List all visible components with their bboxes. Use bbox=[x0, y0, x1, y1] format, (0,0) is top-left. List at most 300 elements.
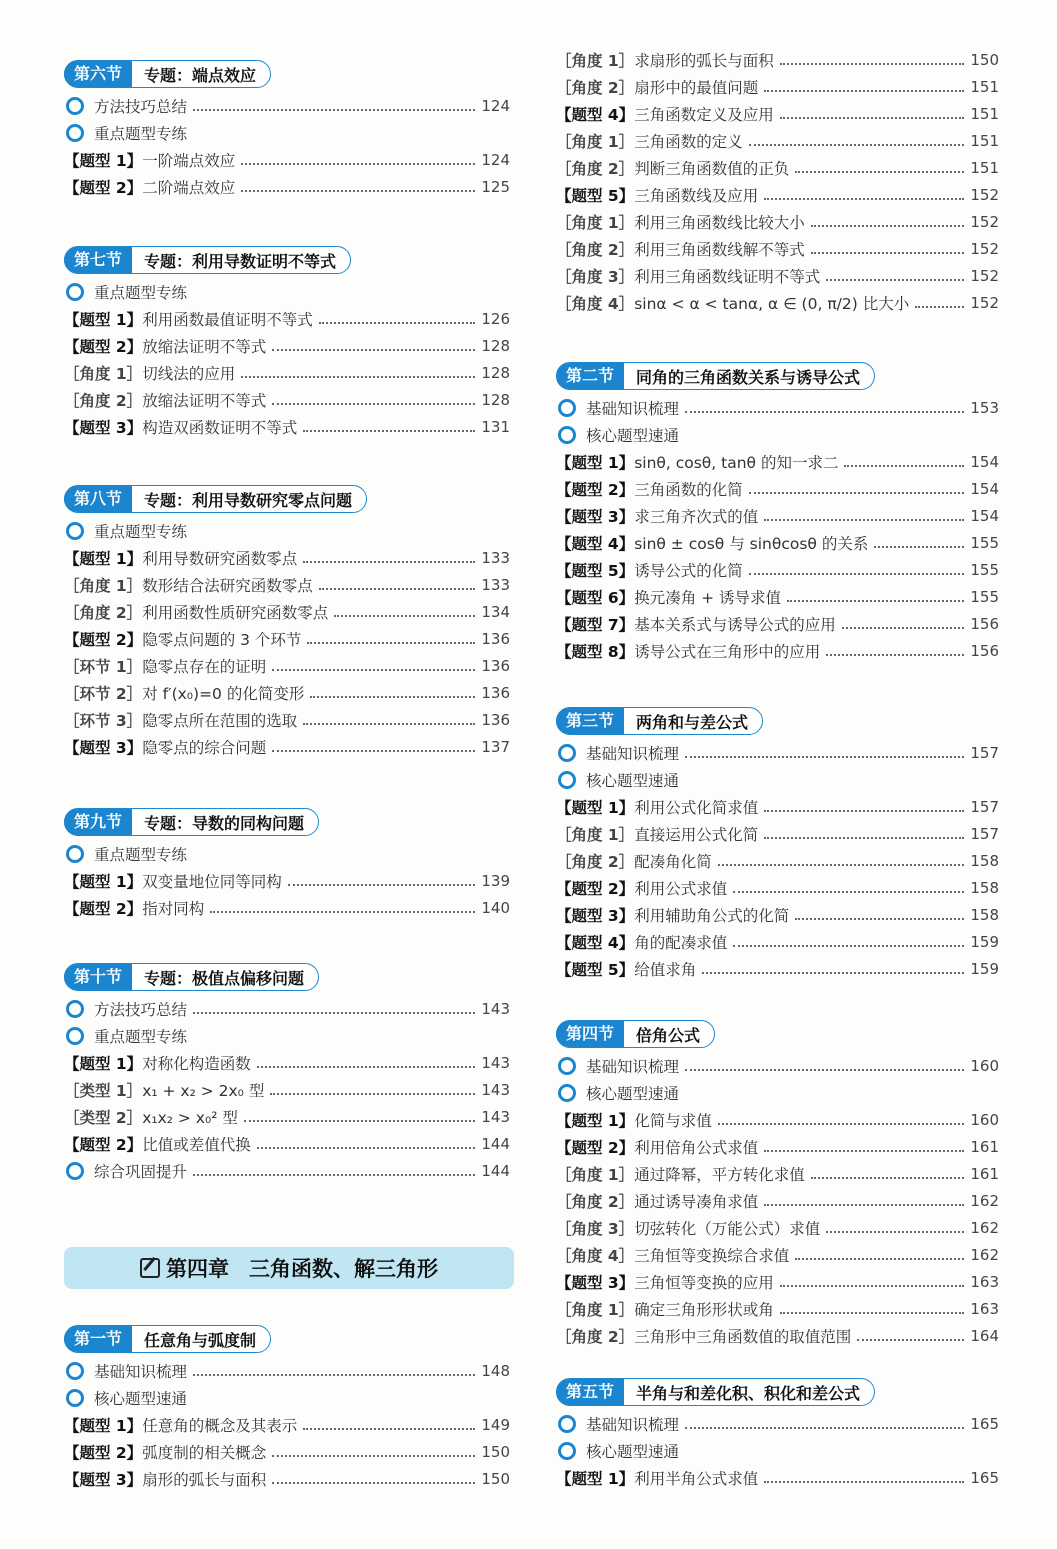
section-c4s5 bbox=[556, 1378, 999, 1491]
toc-entry[interactable] bbox=[64, 1411, 510, 1438]
entry-text: 隐零点问题的 3 个环节 bbox=[142, 630, 302, 649]
page-number: 163 bbox=[970, 1272, 999, 1291]
page-number: 158 bbox=[970, 851, 999, 870]
dot-leader bbox=[749, 491, 965, 494]
toc-entry[interactable] bbox=[64, 1103, 510, 1130]
page-number: 136 bbox=[481, 710, 510, 729]
entry-tag: 【题型 1】 bbox=[64, 151, 143, 170]
toc-entry[interactable] bbox=[64, 652, 510, 679]
page-number: 161 bbox=[970, 1137, 999, 1156]
toc-entry[interactable] bbox=[556, 73, 999, 100]
section-header bbox=[64, 60, 510, 88]
toc-entry[interactable] bbox=[556, 127, 999, 154]
entry-text: 重点题型专练 bbox=[94, 522, 188, 541]
entry-tag: 【题型 3】 bbox=[556, 906, 635, 925]
circle-bullet-icon bbox=[66, 1362, 84, 1380]
entry-text: 诱导公式在三角形中的应用 bbox=[634, 642, 821, 661]
page-number: 164 bbox=[970, 1326, 999, 1345]
entry-text: 二阶端点效应 bbox=[142, 178, 236, 197]
toc-entry[interactable] bbox=[556, 556, 999, 583]
dot-leader bbox=[826, 653, 964, 656]
page-number: 128 bbox=[481, 390, 510, 409]
section-title: 专题：利用导数证明不等式 bbox=[144, 251, 337, 271]
page-number: 133 bbox=[481, 548, 510, 567]
circle-bullet-icon bbox=[558, 771, 576, 789]
entry-tag: 【题型 4】 bbox=[556, 105, 635, 124]
entry-text: 构造双函数证明不等式 bbox=[142, 418, 298, 437]
entry-text: 三角函数线及应用 bbox=[634, 186, 759, 205]
entry-tag: 【题型 5】 bbox=[556, 561, 635, 580]
entry-text: 角的配凑求值 bbox=[634, 933, 728, 952]
dot-leader bbox=[733, 890, 964, 893]
toc-entry[interactable] bbox=[64, 332, 510, 359]
toc-entry[interactable] bbox=[556, 421, 999, 448]
entry-text: x₁ + x₂ > 2x₀ 型 bbox=[142, 1081, 265, 1100]
page-number: 143 bbox=[481, 999, 510, 1018]
dot-leader bbox=[764, 89, 964, 92]
entry-tag: ［角度 1］ bbox=[556, 51, 635, 70]
entry-tag: 【题型 8】 bbox=[556, 642, 635, 661]
page-number: 160 bbox=[970, 1056, 999, 1075]
entry-text: 通过诱导凑角求值 bbox=[634, 1192, 759, 1211]
dot-leader bbox=[764, 1203, 964, 1206]
entry-text: sinα < α < tanα, α ∈ (0, π/2) 比大小 bbox=[634, 294, 910, 313]
toc-entry[interactable] bbox=[556, 1079, 999, 1106]
entry-tag: 【题型 2】 bbox=[556, 480, 635, 499]
section-s8 bbox=[64, 485, 510, 760]
entry-text: 三角函数定义及应用 bbox=[634, 105, 774, 124]
entry-tag: ［类型 1］ bbox=[64, 1081, 143, 1100]
section-title: 专题：极值点偏移问题 bbox=[144, 968, 305, 988]
entry-text: sinθ, cosθ, tanθ 的知一求二 bbox=[634, 453, 839, 472]
toc-entry[interactable] bbox=[556, 955, 999, 982]
section-header bbox=[64, 963, 510, 991]
section-header bbox=[556, 707, 999, 735]
toc-entry[interactable] bbox=[556, 1187, 999, 1214]
entry-text: 确定三角形形状或角 bbox=[634, 1300, 774, 1319]
toc-entry[interactable] bbox=[64, 359, 510, 386]
toc-entry[interactable] bbox=[64, 1357, 510, 1384]
dot-leader bbox=[764, 518, 964, 521]
section-s6 bbox=[64, 60, 510, 200]
toc-entry[interactable] bbox=[64, 386, 510, 413]
dot-leader bbox=[780, 116, 965, 119]
circle-bullet-icon bbox=[558, 1084, 576, 1102]
circle-bullet-icon bbox=[66, 1389, 84, 1407]
toc-entry[interactable] bbox=[64, 867, 510, 894]
toc-entry[interactable] bbox=[556, 46, 999, 73]
entry-tag: 【题型 2】 bbox=[556, 1138, 635, 1157]
entry-text: 化简与求值 bbox=[634, 1111, 712, 1130]
dot-leader bbox=[826, 278, 964, 281]
entry-tag: 【题型 2】 bbox=[64, 1443, 143, 1462]
toc-entry[interactable] bbox=[64, 625, 510, 652]
toc-entry[interactable] bbox=[64, 146, 510, 173]
toc-entry[interactable] bbox=[556, 1322, 999, 1349]
section-pill[interactable] bbox=[64, 60, 271, 88]
entry-tag: ［角度 1］ bbox=[556, 825, 635, 844]
toc-entry[interactable] bbox=[556, 1160, 999, 1187]
entry-text: 综合巩固提升 bbox=[94, 1162, 188, 1181]
section-pill[interactable] bbox=[64, 485, 367, 513]
dot-leader bbox=[210, 910, 475, 913]
entry-tag: 【题型 1】 bbox=[64, 872, 143, 891]
entry-tag: 【题型 2】 bbox=[64, 178, 143, 197]
entry-text: 双变量地位同等同构 bbox=[142, 872, 282, 891]
toc-entry[interactable] bbox=[64, 1438, 510, 1465]
entry-text: 利用三角函数线证明不等式 bbox=[634, 267, 821, 286]
section-title: 任意角与弧度制 bbox=[144, 1330, 257, 1350]
entry-tag: ［角度 2］ bbox=[64, 603, 143, 622]
dot-leader bbox=[685, 410, 964, 413]
section-pill[interactable] bbox=[64, 1325, 271, 1353]
toc-entry[interactable] bbox=[556, 1437, 999, 1464]
dot-leader bbox=[811, 1176, 965, 1179]
page-number: 162 bbox=[970, 1218, 999, 1237]
entry-tag: 【题型 3】 bbox=[556, 1273, 635, 1292]
page-number: 151 bbox=[970, 131, 999, 150]
toc-entry[interactable] bbox=[556, 394, 999, 421]
entry-text: 一阶端点效应 bbox=[142, 151, 236, 170]
section-pill[interactable] bbox=[556, 1378, 875, 1406]
page-number: 136 bbox=[481, 656, 510, 675]
entry-tag: 【题型 5】 bbox=[556, 186, 635, 205]
page-number: 143 bbox=[481, 1053, 510, 1072]
section-pill[interactable] bbox=[64, 246, 351, 274]
entry-text: 扇形中的最值问题 bbox=[634, 78, 759, 97]
toc-entry[interactable] bbox=[64, 1076, 510, 1103]
dot-leader bbox=[272, 402, 475, 405]
toc-entry[interactable] bbox=[556, 154, 999, 181]
dot-leader bbox=[749, 143, 965, 146]
toc-entry[interactable] bbox=[64, 1465, 510, 1492]
entry-tag: 【题型 2】 bbox=[556, 879, 635, 898]
circle-bullet-icon bbox=[66, 845, 84, 863]
entry-text: 基础知识梳理 bbox=[586, 744, 680, 763]
page-number: 124 bbox=[481, 150, 510, 169]
dot-leader bbox=[764, 1480, 964, 1483]
page-number: 155 bbox=[970, 560, 999, 579]
toc-entry[interactable] bbox=[64, 598, 510, 625]
page-number: 152 bbox=[970, 239, 999, 258]
page-number: 149 bbox=[481, 1415, 510, 1434]
page-number: 139 bbox=[481, 871, 510, 890]
entry-text: 任意角的概念及其表示 bbox=[142, 1416, 298, 1435]
dot-leader bbox=[685, 1068, 964, 1071]
circle-bullet-icon bbox=[66, 283, 84, 301]
dot-leader bbox=[319, 587, 476, 590]
entry-tag: 【题型 2】 bbox=[64, 630, 143, 649]
circle-bullet-icon bbox=[66, 522, 84, 540]
toc-entry[interactable] bbox=[64, 1157, 510, 1184]
toc-entry[interactable] bbox=[64, 92, 510, 119]
entry-tag: ［角度 1］ bbox=[556, 1300, 635, 1319]
section-c4s1-continued bbox=[556, 46, 999, 316]
page-number: 152 bbox=[970, 185, 999, 204]
entry-tag: 【题型 5】 bbox=[556, 960, 635, 979]
toc-entry[interactable] bbox=[64, 1022, 510, 1049]
toc-entry[interactable] bbox=[556, 1464, 999, 1491]
toc-entry[interactable] bbox=[64, 706, 510, 733]
entry-tag: ［角度 3］ bbox=[556, 1219, 635, 1238]
entry-text: 重点题型专练 bbox=[94, 1027, 188, 1046]
toc-entry[interactable] bbox=[556, 847, 999, 874]
page-number: 155 bbox=[970, 533, 999, 552]
toc-entry[interactable] bbox=[556, 208, 999, 235]
toc-entry[interactable] bbox=[64, 571, 510, 598]
page-number: 156 bbox=[970, 641, 999, 660]
toc-entry[interactable] bbox=[64, 995, 510, 1022]
page-number: 152 bbox=[970, 293, 999, 312]
toc-entry[interactable] bbox=[64, 1384, 510, 1411]
entry-text: 三角恒等变换综合求值 bbox=[634, 1246, 790, 1265]
entry-tag: ［角度 3］ bbox=[556, 267, 635, 286]
entry-text: 重点题型专练 bbox=[94, 845, 188, 864]
page-number: 154 bbox=[970, 506, 999, 525]
dot-leader bbox=[826, 1230, 964, 1233]
toc-entry[interactable] bbox=[64, 544, 510, 571]
toc-entry[interactable] bbox=[556, 529, 999, 556]
entry-tag: ［角度 1］ bbox=[556, 213, 635, 232]
toc-entry[interactable] bbox=[64, 894, 510, 921]
entry-text: 基础知识梳理 bbox=[586, 1057, 680, 1076]
toc-entry[interactable] bbox=[64, 278, 510, 305]
section-header bbox=[64, 485, 510, 513]
dot-leader bbox=[244, 1119, 476, 1122]
section-pill[interactable] bbox=[556, 1020, 715, 1048]
page-number: 158 bbox=[970, 878, 999, 897]
toc-entry[interactable] bbox=[556, 766, 999, 793]
chapter-banner[interactable] bbox=[64, 1247, 514, 1289]
entry-text: 方法技巧总结 bbox=[94, 1000, 188, 1019]
dot-leader bbox=[303, 722, 475, 725]
toc-entry[interactable] bbox=[64, 733, 510, 760]
dot-leader bbox=[303, 560, 475, 563]
entry-text: 对称化构造函数 bbox=[142, 1054, 251, 1073]
entry-text: 切线法的应用 bbox=[142, 364, 236, 383]
toc-entry[interactable] bbox=[556, 448, 999, 475]
section-header bbox=[556, 1020, 999, 1048]
toc-entry[interactable] bbox=[556, 901, 999, 928]
entry-text: 利用倍角公式求值 bbox=[634, 1138, 759, 1157]
toc-entry[interactable] bbox=[64, 173, 510, 200]
entry-text: 求三角齐次式的值 bbox=[634, 507, 759, 526]
entry-text: x₁x₂ > x₀² 型 bbox=[142, 1108, 238, 1127]
toc-entry[interactable] bbox=[64, 679, 510, 706]
entry-tag: 【题型 3】 bbox=[556, 507, 635, 526]
entry-text: 利用公式化简求值 bbox=[634, 798, 759, 817]
entry-text: 切弦转化（万能公式）求值 bbox=[634, 1219, 821, 1238]
section-c4s2 bbox=[556, 362, 999, 664]
circle-bullet-icon bbox=[558, 426, 576, 444]
toc-entry[interactable] bbox=[556, 610, 999, 637]
page-number: 144 bbox=[481, 1134, 510, 1153]
entry-text: 核心题型速通 bbox=[586, 1084, 680, 1103]
section-pill[interactable] bbox=[64, 808, 319, 836]
dot-leader bbox=[702, 971, 964, 974]
toc-entry[interactable] bbox=[64, 119, 510, 146]
page-number: 151 bbox=[970, 158, 999, 177]
entry-text: 利用三角函数线解不等式 bbox=[634, 240, 805, 259]
dot-leader bbox=[270, 1092, 475, 1095]
toc-entry[interactable] bbox=[64, 840, 510, 867]
circle-bullet-icon bbox=[558, 744, 576, 762]
dot-leader bbox=[915, 305, 964, 308]
dot-leader bbox=[842, 626, 965, 629]
dot-leader bbox=[844, 464, 964, 467]
toc-entry[interactable] bbox=[556, 235, 999, 262]
section-pill[interactable] bbox=[556, 707, 763, 735]
entry-text: 换元凑角 + 诱导求值 bbox=[634, 588, 782, 607]
toc-entry[interactable] bbox=[556, 262, 999, 289]
entry-text: 核心题型速通 bbox=[586, 771, 680, 790]
entry-tag: 【题型 2】 bbox=[64, 899, 143, 918]
entry-tag: 【题型 3】 bbox=[64, 738, 143, 757]
entry-tag: ［角度 1］ bbox=[64, 576, 143, 595]
entry-tag: 【题型 1】 bbox=[556, 1111, 635, 1130]
entry-tag: 【题型 2】 bbox=[64, 1135, 143, 1154]
toc-entry[interactable] bbox=[64, 413, 510, 440]
entry-tag: 【题型 2】 bbox=[64, 337, 143, 356]
toc-entry[interactable] bbox=[556, 1241, 999, 1268]
page-number: 162 bbox=[970, 1245, 999, 1264]
section-pill[interactable] bbox=[556, 362, 875, 390]
dot-leader bbox=[303, 429, 475, 432]
entry-text: 利用函数最值证明不等式 bbox=[142, 310, 313, 329]
dot-leader bbox=[874, 545, 964, 548]
edit-icon bbox=[140, 1258, 160, 1278]
entry-text: 数形结合法研究函数零点 bbox=[142, 576, 313, 595]
entry-tag: ［环节 1］ bbox=[64, 657, 143, 676]
toc-entry[interactable] bbox=[556, 820, 999, 847]
page-number: 154 bbox=[970, 479, 999, 498]
toc-entry[interactable] bbox=[556, 289, 999, 316]
entry-tag: ［角度 2］ bbox=[556, 852, 635, 871]
toc-entry[interactable] bbox=[64, 1049, 510, 1076]
entry-tag: ［角度 2］ bbox=[556, 159, 635, 178]
dot-leader bbox=[685, 1426, 964, 1429]
toc-entry[interactable] bbox=[556, 100, 999, 127]
page-number: 143 bbox=[481, 1107, 510, 1126]
section-number: 第十节 bbox=[64, 964, 132, 990]
toc-entry[interactable] bbox=[556, 475, 999, 502]
entry-text: 利用导数研究函数零点 bbox=[142, 549, 298, 568]
entry-text: 隐零点所在范围的选取 bbox=[142, 711, 298, 730]
entry-text: 重点题型专练 bbox=[94, 283, 188, 302]
entry-tag: 【题型 3】 bbox=[64, 1470, 143, 1489]
page-number: 140 bbox=[481, 898, 510, 917]
page-number: 165 bbox=[970, 1468, 999, 1487]
dot-leader bbox=[811, 251, 965, 254]
dot-leader bbox=[857, 1338, 964, 1341]
circle-bullet-icon bbox=[558, 1415, 576, 1433]
page-number: 160 bbox=[970, 1110, 999, 1129]
entry-tag: ［角度 1］ bbox=[64, 364, 143, 383]
circle-bullet-icon bbox=[66, 1027, 84, 1045]
section-pill[interactable] bbox=[64, 963, 319, 991]
dot-leader bbox=[764, 197, 964, 200]
chapter-subtitle: 三角函数、解三角形 bbox=[249, 1257, 438, 1281]
toc-entry[interactable] bbox=[556, 637, 999, 664]
section-number: 第五节 bbox=[556, 1379, 624, 1405]
dot-leader bbox=[193, 108, 475, 111]
entry-tag: 【题型 3】 bbox=[64, 418, 143, 437]
toc-entry[interactable] bbox=[556, 928, 999, 955]
toc-entry[interactable] bbox=[556, 1295, 999, 1322]
entry-tag: 【题型 1】 bbox=[64, 549, 143, 568]
entry-text: 三角函数的定义 bbox=[634, 132, 743, 151]
dot-leader bbox=[733, 944, 964, 947]
toc-entry[interactable] bbox=[64, 517, 510, 544]
dot-leader bbox=[780, 1311, 965, 1314]
toc-entry[interactable] bbox=[556, 739, 999, 766]
page-number: 137 bbox=[481, 737, 510, 756]
circle-bullet-icon bbox=[558, 1057, 576, 1075]
page-number: 157 bbox=[970, 743, 999, 762]
entry-text: 利用三角函数线比较大小 bbox=[634, 213, 805, 232]
entry-text: 三角形中三角函数值的取值范围 bbox=[634, 1327, 852, 1346]
toc-entry[interactable] bbox=[556, 502, 999, 529]
toc-entry[interactable] bbox=[556, 1268, 999, 1295]
circle-bullet-icon bbox=[66, 1000, 84, 1018]
entry-tag: ［角度 1］ bbox=[556, 1165, 635, 1184]
toc-entry[interactable] bbox=[64, 1130, 510, 1157]
dot-leader bbox=[241, 189, 475, 192]
toc-entry[interactable] bbox=[556, 1410, 999, 1437]
entry-text: 利用函数性质研究函数零点 bbox=[142, 603, 329, 622]
toc-entry[interactable] bbox=[556, 1214, 999, 1241]
toc-entry[interactable] bbox=[556, 1133, 999, 1160]
section-number: 第七节 bbox=[64, 247, 132, 273]
entry-tag: ［角度 2］ bbox=[556, 78, 635, 97]
section-c4s4 bbox=[556, 1020, 999, 1349]
page-number: 158 bbox=[970, 905, 999, 924]
entry-text: 对 f′(x₀)=0 的化简变形 bbox=[142, 684, 305, 703]
page-number: 128 bbox=[481, 363, 510, 382]
toc-entry[interactable] bbox=[64, 305, 510, 332]
toc-entry[interactable] bbox=[556, 874, 999, 901]
page-number: 126 bbox=[481, 309, 510, 328]
page-number: 134 bbox=[481, 602, 510, 621]
entry-tag: ［角度 2］ bbox=[556, 240, 635, 259]
entry-tag: 【题型 1】 bbox=[64, 310, 143, 329]
dot-leader bbox=[764, 1149, 964, 1152]
entry-text: 核心题型速通 bbox=[94, 1389, 188, 1408]
page-number: 152 bbox=[970, 212, 999, 231]
dot-leader bbox=[272, 668, 475, 671]
page-number: 165 bbox=[970, 1414, 999, 1433]
entry-text: 放缩法证明不等式 bbox=[142, 337, 267, 356]
toc-entry[interactable] bbox=[556, 793, 999, 820]
dot-leader bbox=[685, 755, 964, 758]
toc-entry[interactable] bbox=[556, 583, 999, 610]
toc-entry[interactable] bbox=[556, 181, 999, 208]
entry-text: 基础知识梳理 bbox=[586, 399, 680, 418]
page-number: 162 bbox=[970, 1191, 999, 1210]
page-number: 131 bbox=[481, 417, 510, 436]
section-number: 第八节 bbox=[64, 486, 132, 512]
page-number: 128 bbox=[481, 336, 510, 355]
toc-entry[interactable] bbox=[556, 1052, 999, 1079]
circle-bullet-icon bbox=[66, 1162, 84, 1180]
dot-leader bbox=[272, 1454, 475, 1457]
entry-tag: ［环节 3］ bbox=[64, 711, 143, 730]
toc-entry[interactable] bbox=[556, 1106, 999, 1133]
entry-text: 放缩法证明不等式 bbox=[142, 391, 267, 410]
entry-text: 指对同构 bbox=[142, 899, 205, 918]
dot-leader bbox=[749, 572, 965, 575]
page-number: 143 bbox=[481, 1080, 510, 1099]
